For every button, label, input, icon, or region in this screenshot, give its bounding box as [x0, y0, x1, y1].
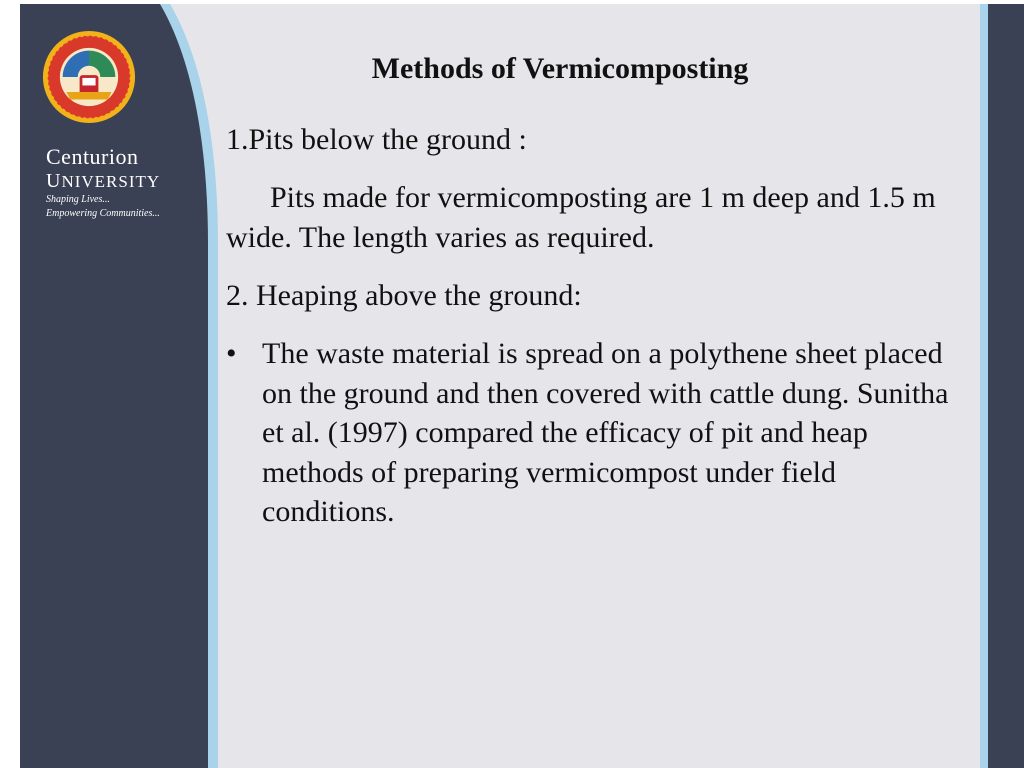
section-1-paragraph: Pits made for vermicomposting are 1 m deep and 1.5 m wide. The length varies as required. [226, 181, 936, 254]
section-2-heading: 2. Heaping above the ground: [226, 279, 582, 312]
brand-name-rest: NIVERSITY [61, 172, 161, 191]
slide-title: Methods of Vermicomposting [371, 52, 749, 85]
bullet-icon: • [226, 337, 237, 370]
section-1-heading: 1.Pits below the ground : [226, 123, 527, 156]
section-2-bullet-text: The waste material is spread on a polythene sheet placed on the ground and then covered with cattle dung. Sunitha et al. (1997) compared the efficacy of pit and heap methods of preparing vermicompost under field conditions. [262, 337, 949, 528]
university-seal-icon [42, 30, 136, 124]
brand-name-initial: U [46, 170, 62, 192]
brand-tagline-line-2: Empowering Communities... [46, 208, 160, 219]
brand-name-line-2 [46, 170, 160, 193]
brand-name-line-1: Centurion [46, 144, 139, 169]
section-2-bullet-item [226, 334, 966, 532]
slide [20, 4, 1024, 768]
brand-tagline-line-1: Shaping Lives... [46, 194, 110, 205]
right-sidebar-bar [988, 4, 1024, 768]
right-accent-stripe [980, 4, 988, 768]
